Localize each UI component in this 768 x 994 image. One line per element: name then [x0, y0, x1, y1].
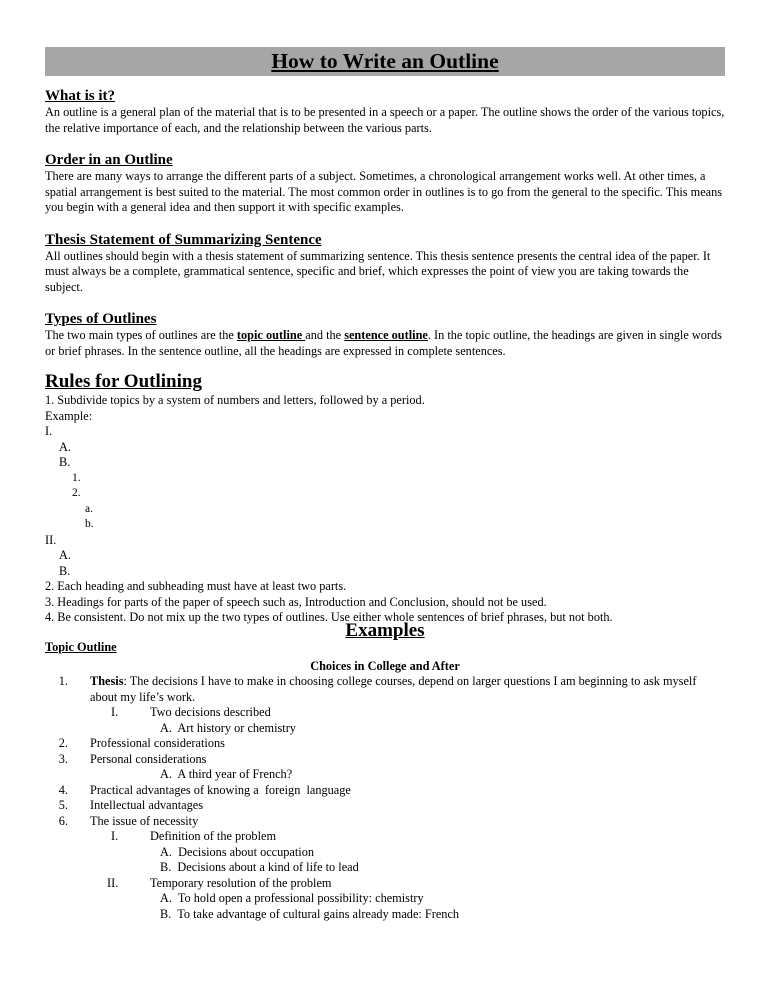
item-number: 3.	[58, 751, 68, 766]
outline-item	[45, 736, 725, 752]
example-line: A.	[59, 548, 71, 562]
heading-types: Types of Outlines	[45, 311, 157, 327]
rule-1: 1. Subdivide topics by a system of numbers and letters, followed by a period.	[45, 393, 425, 407]
heading-examples: Examples	[345, 619, 425, 641]
rule-2: 2. Each heading and subheading must have at least two parts.	[45, 579, 347, 593]
topic-outline-label: Topic Outline	[45, 639, 117, 654]
outline-item	[45, 752, 725, 768]
item-number: 1.	[58, 674, 68, 688]
types-text-c: . In the topic outline, the headings are given in single words or brief phrases. In the sentence outline, all the headings are expressed in complete sentences.	[45, 328, 722, 358]
roman-numeral: II.	[107, 875, 119, 890]
item-text: Practical advantages of knowing a foreign language	[90, 782, 351, 797]
rule-4: 4. Be consistent. Do not mix up the two types of outlines. Use either whole sentences of brief phrases, but not both.	[45, 610, 613, 624]
outline-item	[45, 674, 725, 690]
example-line: 2.	[72, 487, 81, 499]
example-line: II.	[45, 532, 57, 547]
paragraph-types	[45, 328, 725, 359]
outline-subitem	[45, 829, 725, 845]
examples-header	[45, 619, 725, 654]
outline-subsubitem: A. To hold open a professional possibility: chemistry	[160, 891, 424, 905]
paragraph-what-is-it: An outline is a general plan of the material that is to be presented in a speech or a paper. The outline shows the order of the various topics, the relative importance of each, and the relationship between the various parts.	[45, 105, 725, 135]
heading-what-is-it: What is it?	[45, 88, 116, 104]
item-number: 2.	[58, 736, 68, 750]
heading-order: Order in an Outline	[45, 152, 173, 168]
item-text: The issue of necessity	[90, 813, 199, 828]
outline-item	[45, 798, 725, 814]
thesis-label: Thesis	[90, 674, 124, 688]
term-sentence-outline: sentence outline	[344, 328, 428, 342]
document-title: How to Write an Outline	[45, 47, 725, 76]
outline-subsubitem: B. Decisions about a kind of life to lead	[160, 860, 359, 874]
item-text: Professional considerations	[90, 736, 225, 750]
paragraph-thesis: All outlines should begin with a thesis statement of summarizing sentence. This thesis sentence presents the central idea of the paper. It must always be a complete, grammatical sentence, specific and brief, which expresses the point of view you are taking towards the subject.	[45, 248, 711, 294]
outline-subitem	[45, 705, 725, 721]
thesis-continuation: about my life’s work.	[90, 689, 196, 704]
outline-subitem	[45, 876, 725, 892]
outline-subsubitem: A. Art history or chemistry	[160, 720, 296, 735]
example-line: a.	[85, 502, 93, 515]
example-label: Example:	[45, 408, 93, 423]
item-number: 6.	[58, 813, 68, 828]
item-number: 4.	[58, 782, 68, 797]
item-text: Personal considerations	[90, 751, 207, 766]
document-page	[45, 47, 725, 922]
heading-thesis: Thesis Statement of Summarizing Sentence	[45, 231, 322, 248]
example-line: B.	[59, 563, 71, 578]
types-text-a: The two main types of outlines are the	[45, 328, 237, 342]
outline-title: Choices in College and After	[310, 658, 460, 673]
outline-subsubitem: A. A third year of French?	[160, 767, 293, 781]
heading-rules: Rules for Outlining	[45, 371, 202, 392]
paragraph-order: There are many ways to arrange the different parts of a subject. Sometimes, a chronological arrangement works well. At other times, a spatial arrangement is best suited to the material. The most common order in outlines is to go from the general to the specific. This means you begin with a general idea and then support it with specific examples.	[45, 169, 723, 214]
roman-numeral: I.	[111, 705, 119, 719]
roman-numeral: I.	[111, 829, 119, 843]
item-text: Intellectual advantages	[90, 798, 204, 812]
outline-item	[45, 783, 725, 799]
example-line: B.	[59, 455, 71, 469]
types-text-b: and the	[305, 328, 345, 342]
topic-outline	[45, 674, 725, 922]
term-topic-outline: topic outline	[236, 328, 306, 342]
tick-mark	[45, 76, 725, 87]
subitem-text: Definition of the problem	[150, 829, 277, 843]
subitem-text: Two decisions described	[150, 705, 271, 719]
example-line: I.	[45, 424, 53, 438]
example-line: A.	[59, 439, 71, 454]
example-line: b.	[85, 518, 94, 530]
example-line: 1.	[72, 471, 81, 484]
outline-subsubitem: A. Decisions about occupation	[160, 844, 315, 859]
outline-item	[45, 814, 725, 830]
item-number: 5.	[58, 798, 68, 812]
subitem-text: Temporary resolution of the problem	[150, 875, 332, 890]
rule-3: 3. Headings for parts of the paper of speech such as, Introduction and Conclusion, should not be used.	[45, 594, 547, 609]
outline-subsubitem: B. To take advantage of cultural gains already made: French	[160, 906, 460, 921]
thesis-text: : The decisions I have to make in choosing college courses, depend on larger questions I am beginning to ask myself	[123, 674, 697, 688]
